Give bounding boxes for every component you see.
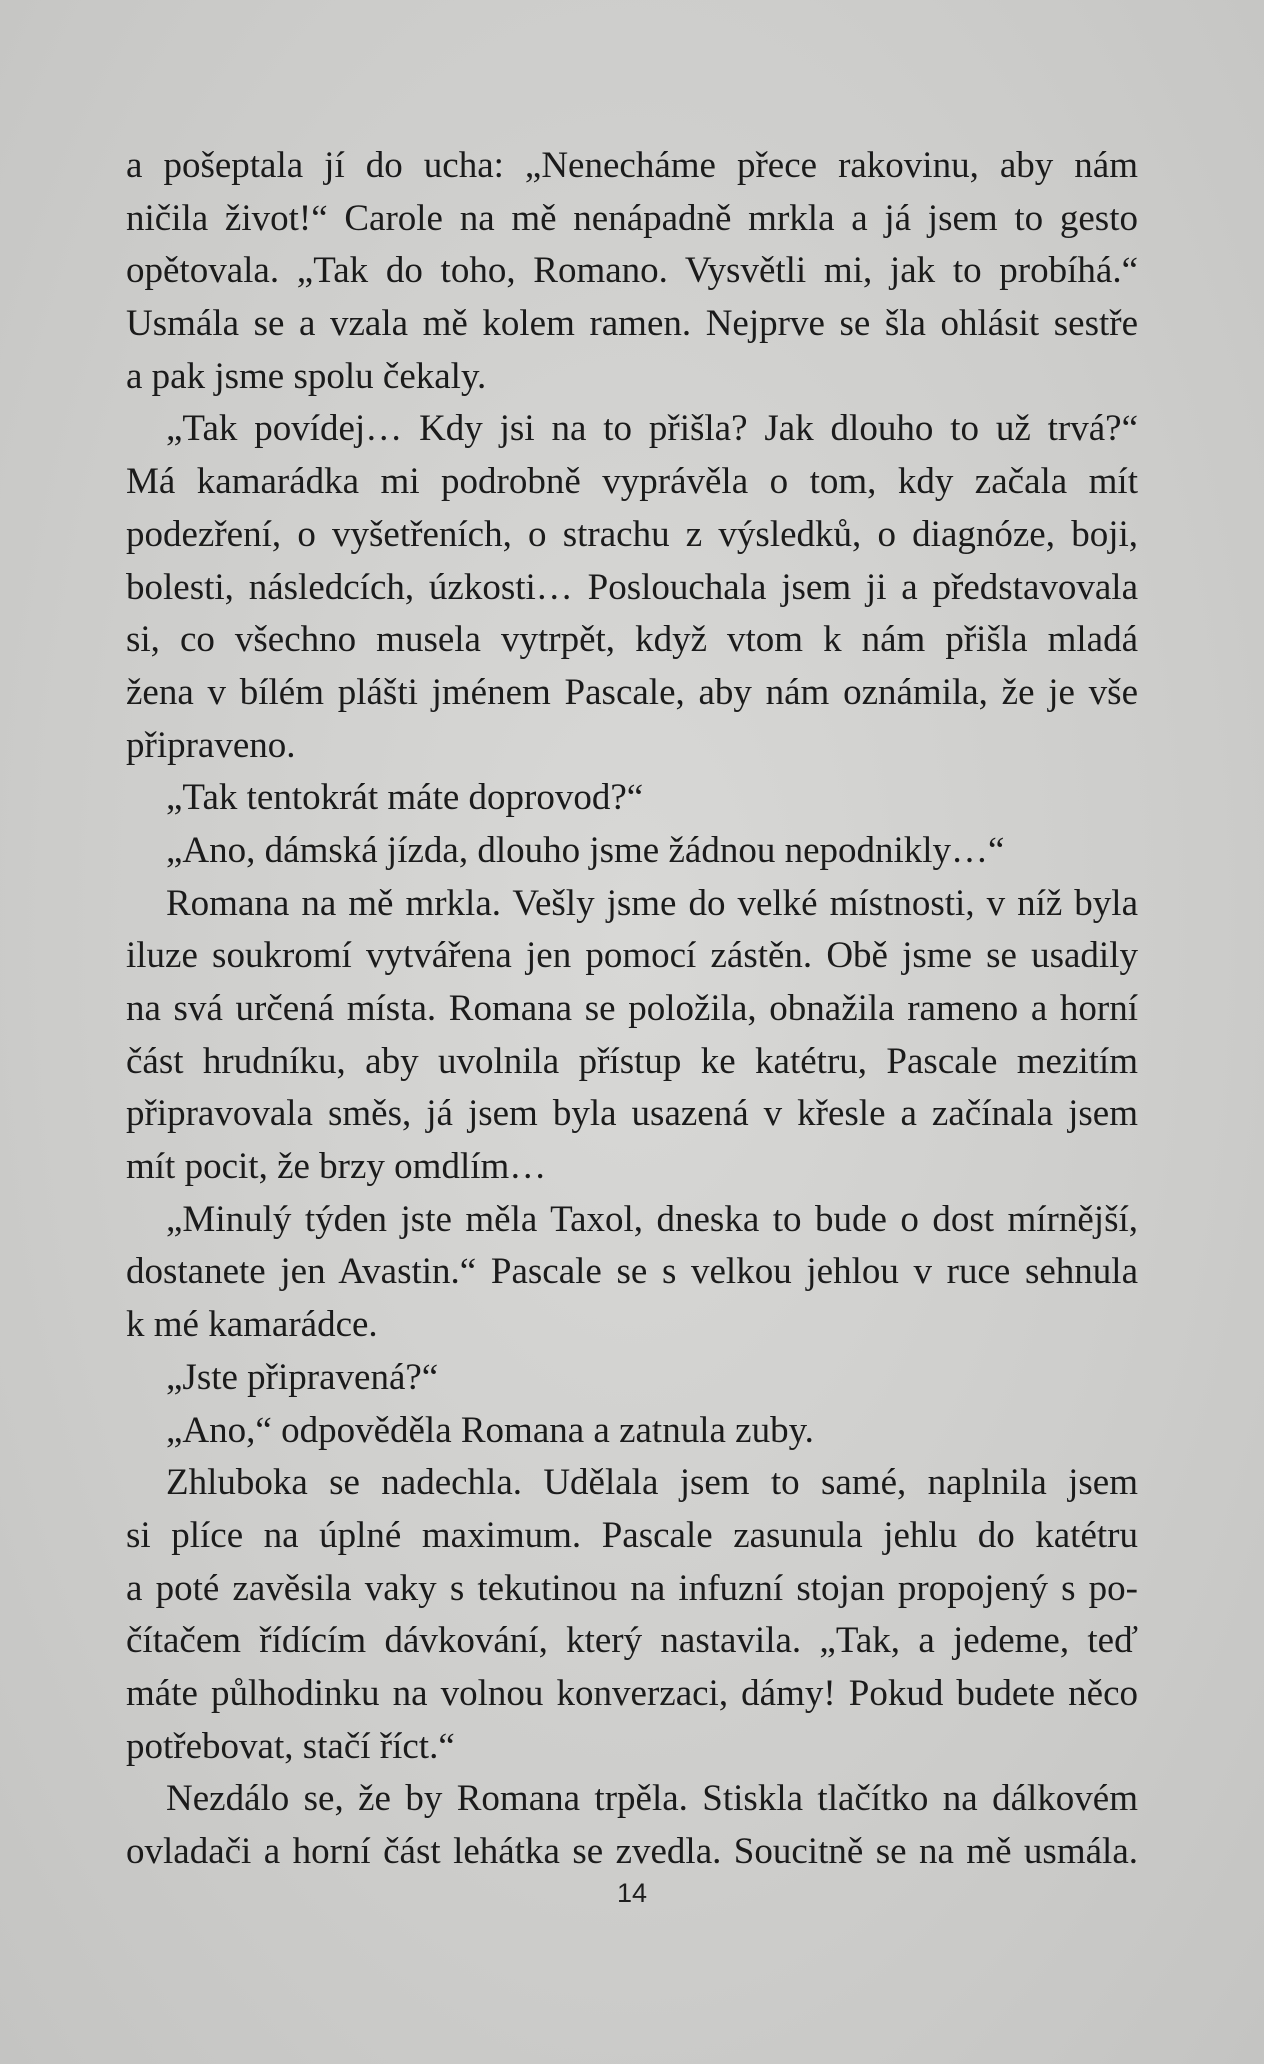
text-line: žena v bílém plášti jménem Pascale, aby nám oznámila, že je vše [126,671,1138,713]
text-line: si plíce na úplné maximum. Pascale zasunula jehlu do katétru [126,1514,1138,1556]
text-line: Romana na mě mrkla. Vešly jsme do velké místnosti, v níž byla [166,882,1138,924]
text-line: si, co všechno musela vytrpět, když vtom k nám přišla mladá [126,619,1138,661]
text-line: k mé kamarádce. [126,1304,378,1346]
text-line: Nezdálo se, že by Romana trpěla. Stiskla tlačítko na dálkovém [166,1778,1138,1820]
text-line: „Tak povídej… Kdy jsi na to přišla? Jak dlouho to už trvá?“ [166,408,1138,450]
text-line: opětovala. „Tak do toho, Romano. Vysvětli mi, jak to probíhá.“ [126,250,1138,292]
text-line: „Ano,“ odpověděla Romana a zatnula zuby. [166,1409,814,1451]
text-line: dostanete jen Avastin.“ Pascale se s velkou jehlou v ruce sehnula [126,1251,1138,1293]
text-line: a pak jsme spolu čekaly. [126,355,487,397]
text-line: „Tak tentokrát máte doprovod?“ [166,777,644,819]
text-line: na svá určená místa. Romana se položila, obnažila rameno a horní [126,988,1138,1029]
text-line: Má kamarádka mi podrobně vyprávěla o tom, kdy začala mít [126,461,1138,503]
text-line: „Minulý týden jste měla Taxol, dneska to bude o dost mírnější, [166,1198,1138,1240]
text-line: „Ano, dámská jízda, dlouho jsme žádnou nepodnikly…“ [166,829,1005,871]
text-line: a poté zavěsila vaky s tekutinou na infuzní stojan propojený s po- [126,1567,1138,1609]
text-line: iluze soukromí vytvářena jen pomocí zástěn. Obě jsme se usadily [126,935,1138,977]
text-line: část hrudníku, aby uvolnila přístup ke katétru, Pascale mezitím [126,1040,1138,1082]
text-line: podezření, o vyšetřeních, o strachu z výsledků, o diagnóze, boji, [126,513,1138,555]
text-line: Usmála se a vzala mě kolem ramen. Nejprve se šla ohlásit sestře [126,303,1138,345]
text-line: mít pocit, že brzy omdlím… [126,1146,547,1188]
text-line: potřebovat, stačí říct.“ [126,1725,455,1767]
text-line: bolesti, následcích, úzkosti… Poslouchala jsem ji a představovala [126,566,1138,608]
text-line: ničila život!“ Carole na mě nenápadně mrkla a já jsem to gesto [126,197,1138,239]
page-text [126,140,1138,1879]
text-line: ovladači a horní část lehátka se zvedla. Soucitně se na mě usmála. [126,1831,1138,1872]
page-number: 14 [616,1878,648,1908]
text-line: „Jste připravená?“ [166,1356,439,1398]
text-line: čítačem řídícím dávkování, který nastavila. „Tak, a jedeme, teď [126,1620,1138,1662]
text-line: Zhluboka se nadechla. Udělala jsem to samé, naplnila jsem [166,1462,1138,1504]
text-line: máte půlhodinku na volnou konverzaci, dámy! Pokud budete něco [126,1672,1138,1714]
text-line: připraveno. [126,724,296,766]
text-line: a pošeptala jí do ucha: „Nenecháme přece rakovinu, aby nám [126,145,1138,186]
text-line: připravovala směs, já jsem byla usazená v křesle a začínala jsem [126,1093,1138,1135]
